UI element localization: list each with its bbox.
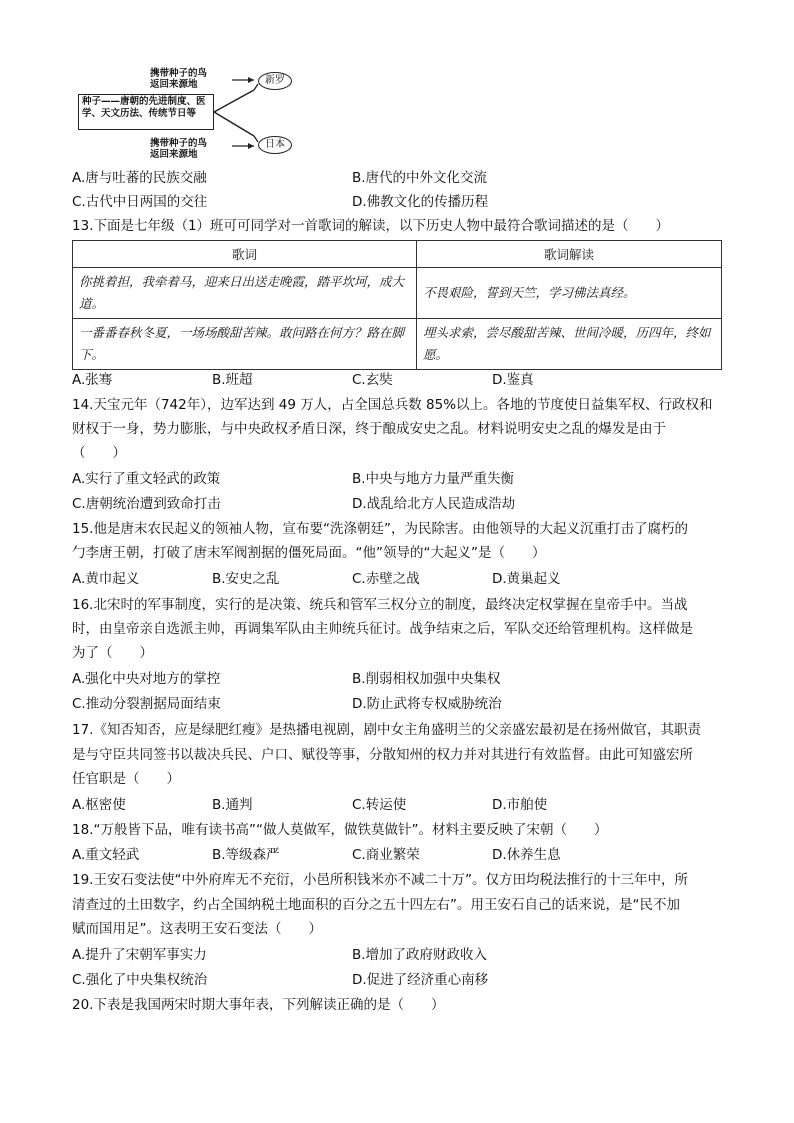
q16-option-b: B.削弱相权加强中央集权 [352, 671, 501, 687]
q18-option-c: C.商业繁荣 [352, 847, 420, 863]
q18-option-a: A.重文轻武 [72, 847, 140, 863]
bottom-label-line1: 携带种子的鸟 [150, 138, 208, 149]
q19-option-b: B.增加了政府财政收入 [352, 947, 488, 963]
q17-stem-line3: 任官职是（ ） [72, 771, 180, 787]
header-interpretation: 歌词解读 [417, 241, 722, 268]
q17-stem-line2: 是与守臣共同签书以裁决兵民、户口、赋役等事，分散知州的权力并对其进行有效监督。由此可知盛宏所 [72, 747, 693, 763]
top-label-line2: 返回来源地 [150, 79, 198, 90]
q13-option-a: A.张骞 [72, 372, 113, 388]
q16-option-d: D.防止武将专权威胁统治 [352, 696, 502, 712]
q18-stem: 18.“万般皆下品，唯有读书高”“做人莫做军，做铁莫做针”。材料主要反映了宋朝（ ） [72, 822, 608, 838]
q12-option-d: D.佛教文化的传播历程 [352, 194, 489, 210]
seed-box: 种子——唐朝的先进制度、医学、天文历法、传统节日等 [78, 94, 214, 130]
q13-option-d: D.鉴真 [492, 372, 534, 388]
q17-option-c: C.转运使 [352, 797, 407, 813]
q19-stem-line1: 19.王安石变法使“中外府库无不充衍，小邑所积钱米亦不减二十万”。仅方田均税法推行的十三年中，所 [72, 872, 688, 888]
table-row [73, 319, 722, 370]
q14-stem-line1: 14.天宝元年（742年），边军达到 49 万人，占全国总兵数 85%以上。各地的节度使日益集军权、行政权和 [72, 397, 713, 413]
q12-option-b: B.唐代的中外文化交流 [352, 170, 488, 186]
q17-option-b: B.通判 [212, 797, 253, 813]
q17-stem-line1: 17.《知否知否，应是绿肥红瘦》是热播电视剧，剧中女主角盛明兰的父亲盛宏最初是在扬州做官，其职责 [72, 722, 701, 738]
q19-stem-line2: 清查过的土田数字，约占全国纳税土地面积的百分之五十四左右”。用王安石自己的话来说，是“民不加 [72, 897, 680, 913]
row1-interpretation: 不畏艰险，誓到天竺，学习佛法真经。 [417, 268, 722, 319]
q14-stem-line3: （ ） [72, 445, 126, 461]
q20-stem: 20.下表是我国两宋时期大事年表，下列解读正确的是（ ） [72, 997, 445, 1013]
q19-option-c: C.强化了中央集权统治 [72, 972, 208, 988]
q16-stem-line1: 16.北宋时的军事制度，实行的是决策、统兵和管军三权分立的制度，最终决定权掌握在皇帝手中。当战 [72, 597, 688, 613]
q13-option-b: B.班超 [212, 372, 253, 388]
lyrics-table [72, 240, 722, 370]
q15-option-a: A.黄巾起义 [72, 571, 140, 587]
q16-stem-line2: 时，由皇帝亲自选派主帅，再调集军队由主帅统兵征讨。战争结束之后，军队交还给管理机构。这样做是 [72, 621, 693, 637]
q15-stem-line2: 勹李唐王朝，打破了唐末军阀割据的僵死局面。“他”领导的“大起义”是（ ） [72, 545, 546, 561]
seed-diagram [72, 66, 302, 162]
table-row [73, 268, 722, 319]
q12-option-a: A.唐与吐蕃的民族交融 [72, 170, 207, 186]
q14-option-d: D.战乱给北方人民造成浩劫 [352, 496, 516, 512]
table-header-row [73, 241, 722, 268]
q13-stem: 13.下面是七年级（1）班可可同学对一首歌词的解读，以下历史人物中最符合歌词描述的是（ ） [72, 218, 670, 234]
q15-option-d: D.黄巢起义 [492, 571, 561, 587]
q19-option-d: D.促进了经济重心南移 [352, 972, 489, 988]
q19-stem-line3: 赋而国用足”。这表明王安石变法（ ） [72, 921, 322, 937]
bottom-label-line2: 返回来源地 [150, 149, 198, 160]
q14-option-b: B.中央与地方力量严重失衡 [352, 471, 515, 487]
q14-option-a: A.实行了重文轻武的政策 [72, 471, 221, 487]
q15-option-b: B.安史之乱 [212, 571, 280, 587]
q19-option-a: A.提升了宋朝军事实力 [72, 947, 207, 963]
q16-option-a: A.强化中央对地方的掌控 [72, 671, 221, 687]
country-silla: 新罗 [258, 72, 292, 90]
q14-option-c: C.唐朝统治遭到致命打击 [72, 496, 221, 512]
q17-option-d: D.市舶使 [492, 797, 548, 813]
row2-lyrics: 一番番春秋冬夏，一场场酸甜苦辣。敢问路在何方？路在脚下。 [73, 319, 417, 370]
q18-option-d: D.休养生息 [492, 847, 561, 863]
q16-option-c: C.推动分裂割据局面结束 [72, 696, 221, 712]
q15-option-c: C.赤壁之战 [352, 571, 420, 587]
row1-lyrics: 你挑着担，我牵着马，迎来日出送走晚霞，踏平坎坷，成大道。 [73, 268, 417, 319]
top-label-line1: 携带种子的鸟 [150, 68, 208, 79]
q13-option-c: C.玄奘 [352, 372, 393, 388]
q15-stem-line1: 15.他是唐末农民起义的领袖人物，宣布要“洗涤朝廷”，为民除害。由他领导的大起义沉重打击了腐朽的 [72, 521, 688, 537]
row2-interpretation: 埋头求索，尝尽酸甜苦辣、世间冷暖，历四年，终如愿。 [417, 319, 722, 370]
q18-option-b: B.等级森严 [212, 847, 280, 863]
q17-option-a: A.枢密使 [72, 797, 126, 813]
country-japan: 日本 [258, 136, 292, 154]
q14-stem-line2: 财权于一身，势力膨胀，与中央政权矛盾日深，终于酿成安史之乱。材料说明安史之乱的爆发是由于 [72, 421, 666, 437]
q16-stem-line3: 为了（ ） [72, 645, 153, 661]
header-lyrics: 歌词 [73, 241, 417, 268]
q12-option-c: C.古代中日两国的交往 [72, 194, 208, 210]
